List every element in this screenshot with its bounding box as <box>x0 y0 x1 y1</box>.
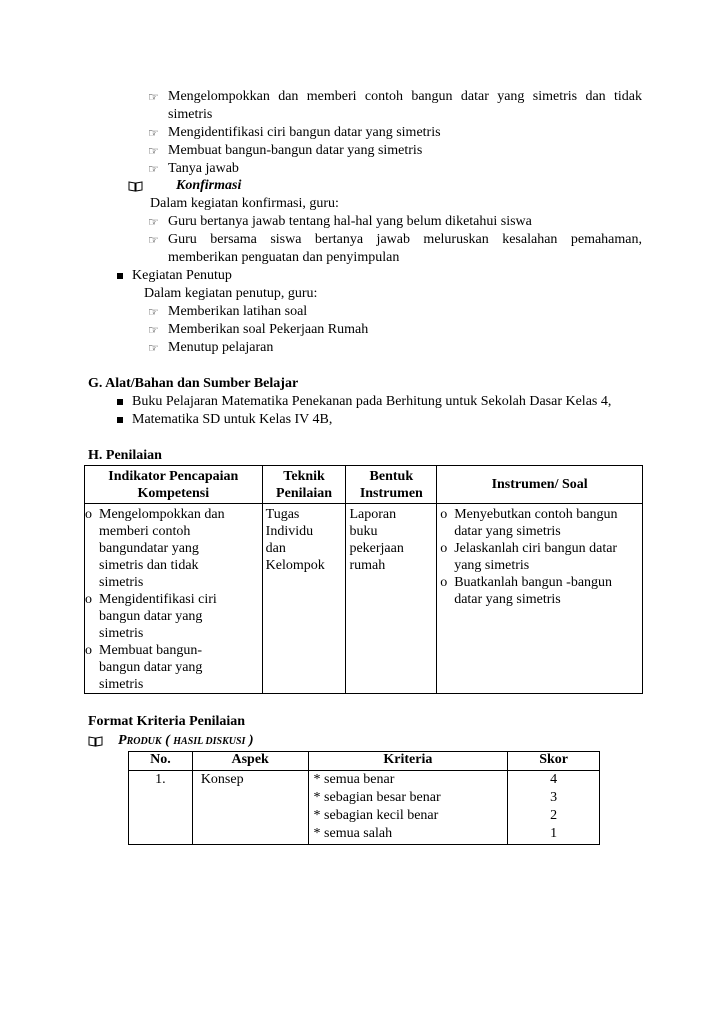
indikator-cell: o Mengelompokkan dan memberi contoh bangundatar yang simetris dan tidak simetris o Mengidentifikasi ciri bangun datar yang simetris o Membuat bangun- bangun datar yang simetris <box>85 504 263 694</box>
kriteria-cell: * semua benar * sebagian besar benar * sebagian kecil benar * semua salah <box>308 771 508 845</box>
list-item: Guru bertanya jawab tentang hal-hal yang belum diketahui siswa <box>168 214 532 229</box>
pointing-hand-icon: ☞ <box>148 341 159 355</box>
penutup-intro: Dalam kegiatan penutup, guru: <box>144 286 318 301</box>
skor-cell: 4 3 2 1 <box>508 771 600 845</box>
header-skor: Skor <box>508 752 600 771</box>
konfirmasi-title: Konfirmasi <box>176 178 242 193</box>
table-row <box>85 504 643 694</box>
pointing-hand-icon: ☞ <box>148 144 159 158</box>
pointing-hand-icon: ☞ <box>148 323 159 337</box>
pointing-hand-icon: ☞ <box>148 233 159 247</box>
penutup-title: Kegiatan Penutup <box>132 268 232 283</box>
header-teknik: Teknik Penilaian <box>262 466 346 504</box>
open-book-icon <box>88 736 103 747</box>
kriteria-heading: Format Kriteria Penilaian <box>88 714 246 729</box>
pointing-hand-icon: ☞ <box>148 90 159 104</box>
list-item: Guru bersama siswa bertanya jawab meluruskan kesalahan pemahaman, <box>168 232 642 247</box>
section-h-heading: H. Penilaian <box>88 448 162 463</box>
bentuk-cell: Laporan buku pekerjaan rumah <box>346 504 437 694</box>
table-header-row <box>85 466 643 504</box>
square-bullet-icon <box>117 399 123 405</box>
soal-cell: o Menyebutkan contoh bangun datar yang simetris o Jelaskanlah ciri bangun datar yang simetris o Buatkanlah bangun -bangun datar yang simetris <box>437 504 643 694</box>
pointing-hand-icon: ☞ <box>148 215 159 229</box>
header-no: No. <box>129 752 193 771</box>
list-item: Matematika SD untuk Kelas IV 4B, <box>132 412 333 427</box>
list-item: Mengelompokkan dan memberi contoh bangun datar yang simetris dan tidak <box>168 89 642 104</box>
list-item: Menutup pelajaran <box>168 340 274 355</box>
square-bullet-icon <box>117 273 123 279</box>
list-item: Memberikan latihan soal <box>168 304 308 319</box>
open-book-icon <box>128 181 143 192</box>
no-cell: 1. <box>129 771 193 845</box>
list-item: Mengidentifikasi ciri bangun datar yang simetris <box>168 125 441 140</box>
pointing-hand-icon: ☞ <box>148 305 159 319</box>
kriteria-table <box>128 751 600 845</box>
list-item-continuation: memberikan penguatan dan penyimpulan <box>168 250 400 265</box>
pointing-hand-icon: ☞ <box>148 162 159 176</box>
aspek-cell: Konsep <box>192 771 308 845</box>
table-header-row <box>129 752 600 771</box>
produk-label: PRODUK ( HASIL DISKUSI ) <box>118 733 254 748</box>
header-indikator: Indikator Pencapaian Kompetensi <box>85 466 263 504</box>
section-g-heading: G. Alat/Bahan dan Sumber Belajar <box>88 376 299 391</box>
list-item-continuation: simetris <box>168 107 213 122</box>
pointing-hand-icon: ☞ <box>148 126 159 140</box>
list-item: Tanya jawab <box>168 161 239 176</box>
header-kriteria: Kriteria <box>308 752 508 771</box>
konfirmasi-intro: Dalam kegiatan konfirmasi, guru: <box>150 196 339 211</box>
list-item: Memberikan soal Pekerjaan Rumah <box>168 322 369 337</box>
list-item: Buku Pelajaran Matematika Penekanan pada Berhitung untuk Sekolah Dasar Kelas 4, <box>132 394 612 409</box>
square-bullet-icon <box>117 417 123 423</box>
header-bentuk: Bentuk Instrumen <box>346 466 437 504</box>
penilaian-table <box>84 465 643 694</box>
list-item: Membuat bangun-bangun datar yang simetris <box>168 143 423 158</box>
table-row <box>129 771 600 845</box>
header-instrumen: Instrumen/ Soal <box>437 466 643 504</box>
header-aspek: Aspek <box>192 752 308 771</box>
teknik-cell: Tugas Individu dan Kelompok <box>262 504 346 694</box>
